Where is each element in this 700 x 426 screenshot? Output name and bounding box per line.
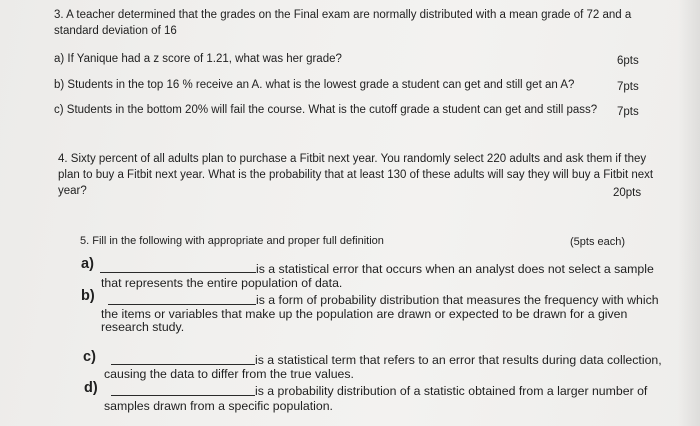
q4-line1: 4. Sixty percent of all adults plan to purchase a Fitbit next year. You randomly select 220 adults and ask them if they xyxy=(58,153,647,165)
q5-b-line2: the items or variables that make up the population are drawn or expected to be drawn for a given xyxy=(101,307,628,321)
q3-part-c-points: 7pts xyxy=(617,106,639,118)
q5-c-line2: causing the data to differ from the true values. xyxy=(104,367,354,381)
q5-b-line3: research study. xyxy=(101,320,185,334)
q5-a-label: a) xyxy=(81,256,94,272)
q5-b-line1: is a form of probability distribution that measures the frequency with which xyxy=(256,293,659,307)
q3-part-a: a) If Yanique had a z score of 1.21, what was her grade? xyxy=(54,53,342,65)
q3-part-b-points: 7pts xyxy=(617,81,639,93)
q5-d-line2: samples drawn from a specific population. xyxy=(104,399,333,413)
q5-a-line2: that represents the entire population of data. xyxy=(101,276,343,290)
q5-a-line1: is a statistical error that occurs when an analyst does not select a sample xyxy=(256,262,654,276)
q5-d-line1: is a probability distribution of a statistic obtained from a larger number of xyxy=(255,384,648,398)
q5-c-label: c) xyxy=(83,349,96,365)
q3-part-c: c) Students in the bottom 20% will fail the course. What is the cutoff grade a student can get and still pass? xyxy=(54,104,598,116)
q3-part-a-points: 6pts xyxy=(617,55,639,67)
q3-intro-line1: 3. A teacher determined that the grades on the Final exam are normally distributed with a mean grade of 72 and a xyxy=(54,9,632,21)
q5-b-blank xyxy=(108,304,256,305)
q4-points: 20pts xyxy=(613,187,642,199)
q5-c-line1: is a statistical term that refers to an error that results during data collection, xyxy=(255,353,662,367)
page-edge-shadow xyxy=(678,0,700,426)
q5-points: (5pts each) xyxy=(570,236,626,248)
q3-part-b: b) Students in the top 16 % receive an A. what is the lowest grade a student can get and still get an A? xyxy=(54,79,575,91)
q5-d-blank xyxy=(111,395,255,396)
q4-line3: year? xyxy=(58,185,87,197)
q4-line2: plan to buy a Fitbit next year. What is the probability that at least 130 of these adults will say they will buy a Fitbit next xyxy=(58,169,654,181)
q5-a-blank xyxy=(100,272,256,273)
q5-d-label: d) xyxy=(84,380,98,396)
q5-c-blank xyxy=(111,364,255,365)
q3-intro-line2: standard deviation of 16 xyxy=(54,25,177,37)
q5-b-label: b) xyxy=(81,288,95,304)
q5-heading: 5. Fill in the following with appropriate and proper full definition xyxy=(80,235,384,247)
